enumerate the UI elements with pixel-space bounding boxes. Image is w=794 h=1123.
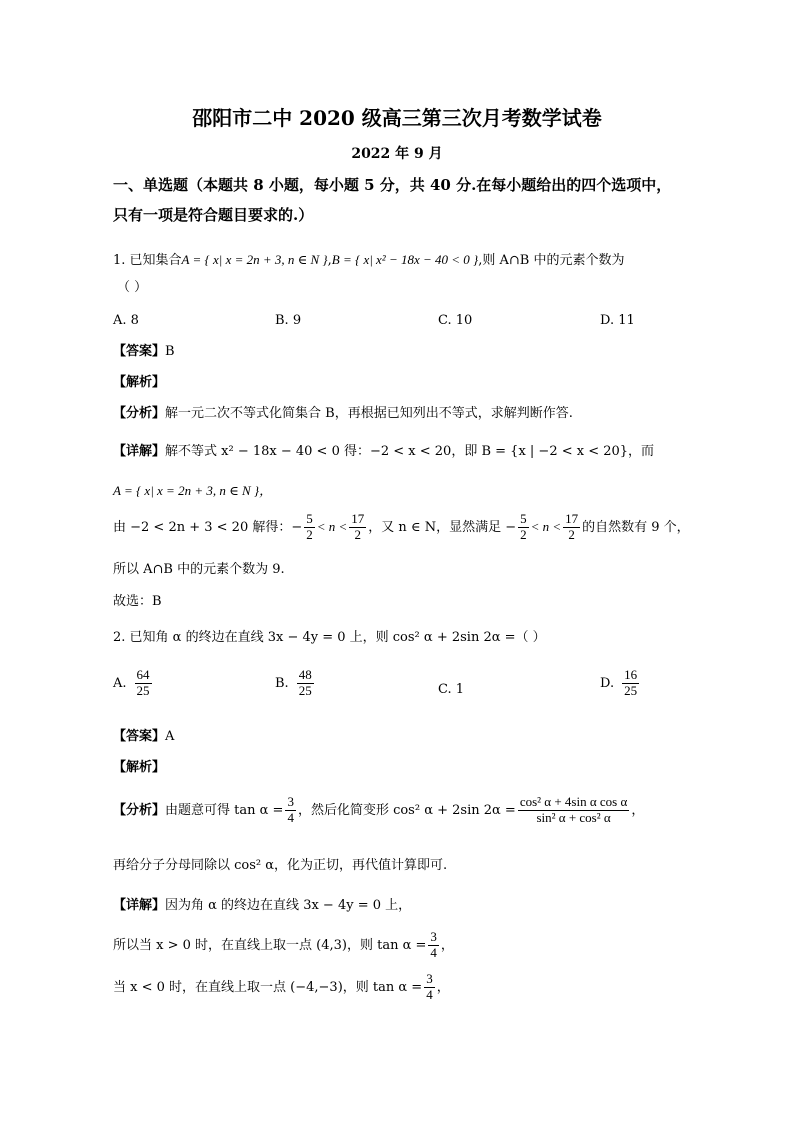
q1-set-a: A = { x| x = 2n + 3, n ∈ N } <box>181 252 328 267</box>
q1-xiangjie-line3 <box>113 512 690 543</box>
fraction-16-over-25: $\frac{16}{25}$ <box>624 667 638 698</box>
q2-fenxi-line1: 【分析】由题意可得 tan α = $\frac{3}{4}$ ，然后化简变形 cos² α + 2sin 2α = $\frac{\text{cos² α + 4sin α cos α}}{\text{sin² α + cos² α}}$ ， <box>113 794 645 825</box>
q1-option-b: B. 9 <box>275 313 302 328</box>
q2-option-c: C. 1 <box>438 682 465 697</box>
q1-answer <box>113 344 175 360</box>
xiangjie-tag: 【详解】 <box>113 444 166 459</box>
q1-option-c: C. 10 <box>438 313 473 328</box>
q1-fenxi-text: 解一元二次不等式化简集合 B，再根据已知列出不等式，求解判断作答. <box>165 406 573 421</box>
q2-xiangjie-line1: 【详解】因为角 α 的终边在直线 3x − 4y = 0 上， <box>113 898 412 913</box>
q2-option-b: B. $\frac{48}{25}$ <box>275 667 312 698</box>
q1-set-b: B = { x| x² − 18x − 40 < 0 } <box>331 252 479 267</box>
q1-stem <box>113 252 624 269</box>
answer-tag: 【答案】 <box>113 344 166 359</box>
q2-fenxi-line2: 再给分子分母同除以 cos² α，化为正切，再代值计算即可. <box>113 858 448 873</box>
exam-date: 2022 年 9 月 <box>351 146 443 162</box>
fraction-17-over-2: $\frac{17}{2}$ <box>565 511 579 542</box>
q1-paren: （ ） <box>117 280 148 295</box>
section-heading-line1: 一、单选题（本题共 8 小题，每小题 5 分，共 40 分.在每小题给出的四个选项中， <box>113 176 672 194</box>
q1-option-d: D. 11 <box>600 313 635 328</box>
q2-option-d: D. $\frac{16}{25}$ <box>600 667 638 698</box>
fraction-17-over-2: $\frac{17}{2}$ <box>351 511 365 542</box>
fenxi-tag: 【分析】 <box>113 406 166 421</box>
q2-analysis-tag: 【解析】 <box>113 760 166 775</box>
q1-l3-e: 的自然数有 9 个， <box>582 519 690 535</box>
q1-comma: , <box>327 253 332 268</box>
section-heading-line2: 只有一项是符合题目要求的.） <box>113 206 314 224</box>
q1-l3-b: < n < <box>316 518 348 534</box>
q2-answer <box>113 729 174 745</box>
fraction-3-over-4: $\frac{3}{4}$ <box>430 929 437 960</box>
q1-xiangjie-line1 <box>113 444 654 460</box>
page-title: 邵阳市二中 2020 级高三第三次月考数学试卷 <box>192 106 602 130</box>
q2-option-a: A. $\frac{64}{25}$ <box>113 667 150 698</box>
q1-l3-c: ，又 n ∈ N，显然满足 − <box>368 519 517 535</box>
q2-stem: 2. 已知角 α 的终边在直线 3x − 4y = 0 上，则 cos² α + 2sin 2α =（ ） <box>113 630 546 645</box>
fraction-5-over-2: $\frac{5}{2}$ <box>520 511 527 542</box>
q1-stem-prefix: 1. 已知集合 <box>113 253 182 268</box>
xiangjie-tag: 【详解】 <box>113 898 166 913</box>
q1-l3-a: 由 −2 < 2n + 3 < 20 解得：− <box>113 519 303 535</box>
answer-tag: 【答案】 <box>113 729 166 744</box>
fraction-cos-sin-expression: $\frac{\text{cos² α + 4sin α cos α}}{\text{sin² α + cos² α}}$ <box>519 794 628 825</box>
q1-choose: 故选：B <box>113 594 162 609</box>
q1-xiangjie-l1-text: 解不等式 x² − 18x − 40 < 0 得：−2 < x < 20，即 B = {x | −2 < x < 20}，而 <box>165 444 655 459</box>
q1-xiangjie-line2: A = { x| x = 2n + 3, n ∈ N }， <box>113 483 273 498</box>
q1-stem-suffix: ,则 A∩B 中的元素个数为 <box>478 253 625 268</box>
fraction-5-over-2: $\frac{5}{2}$ <box>306 511 313 542</box>
q1-answer-value: B <box>165 344 175 359</box>
fraction-3-over-4: $\frac{3}{4}$ <box>287 794 294 825</box>
q1-l3-d: < n < <box>530 518 562 534</box>
q1-analysis-tag: 【解析】 <box>113 375 166 390</box>
fraction-64-over-25: $\frac{64}{25}$ <box>136 667 150 698</box>
q2-xiangjie-line3: 当 x < 0 时，在直线上取一点 (−4,−3)，则 tan α = $\frac{3}{4}$ ， <box>113 971 450 1002</box>
q1-option-a: A. 8 <box>113 313 139 328</box>
fraction-48-over-25: $\frac{48}{25}$ <box>298 667 312 698</box>
q2-xiangjie-line2: 所以当 x > 0 时，在直线上取一点 (4,3)，则 tan α = $\frac{3}{4}$ ， <box>113 929 454 960</box>
q2-answer-value: A <box>165 729 175 744</box>
fenxi-tag: 【分析】 <box>113 802 166 818</box>
fraction-3-over-4: $\frac{3}{4}$ <box>426 971 433 1002</box>
q1-xiangjie-line4: 所以 A∩B 中的元素个数为 9. <box>113 562 285 577</box>
q1-fenxi <box>113 406 573 422</box>
